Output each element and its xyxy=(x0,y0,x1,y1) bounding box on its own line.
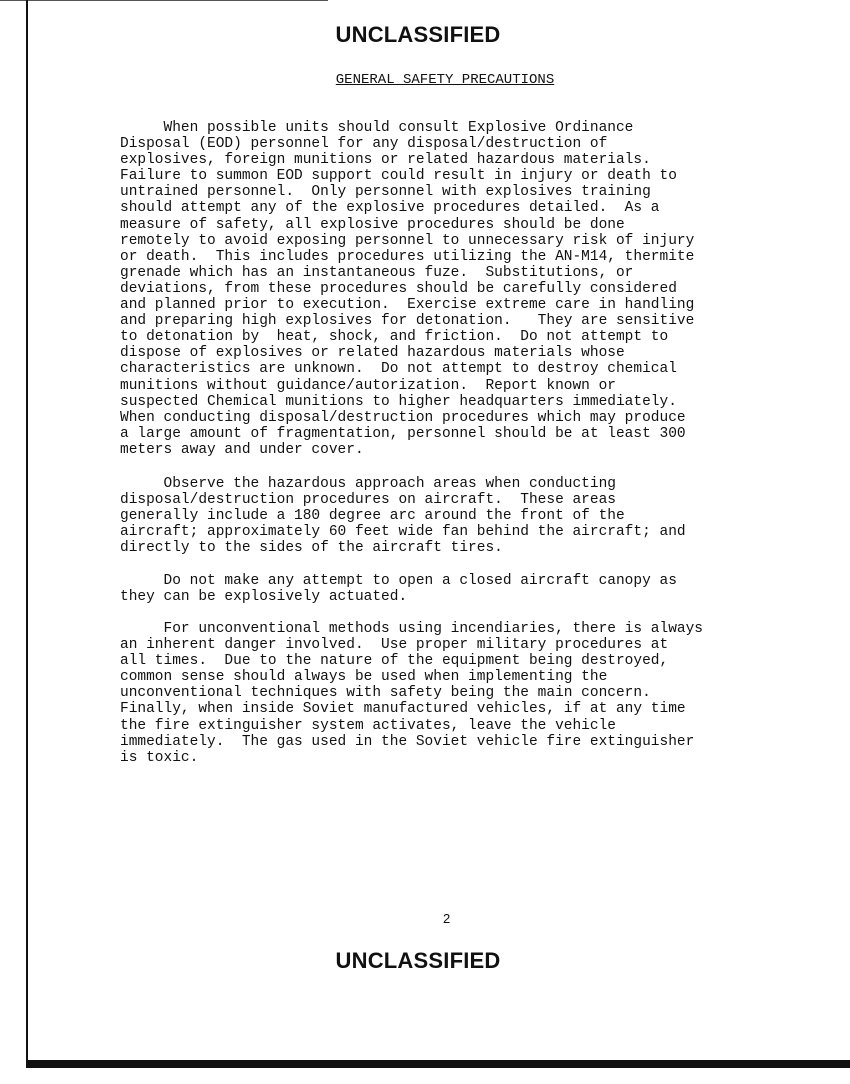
section-heading: GENERAL SAFETY PRECAUTIONS xyxy=(335,72,555,88)
page-left-edge xyxy=(26,0,28,1066)
paragraph-eod-safety: When possible units should consult Explosive Ordinance Disposal (EOD) personnel for any disposal/destruction of explosives, foreign munitions or related hazardous materials. Failure to summon EOD support could result in injury or death to untrained personnel. Only personnel with explosives training should attempt any of the explosive procedures detailed. As a measure of safety, all explosive procedures should be done remotely to avoid exposing personnel to unnecessary risk of injury or death. This includes procedures utilizing the AN-M14, thermite grenade which has an instantaneous fuze. Substitutions, or deviations, from these procedures should be carefully considered and planned prior to execution. Exercise extreme care in handling and preparing high explosives for detonation. They are sensitive to detonation by heat, shock, and friction. Do not attempt to dispose of explosives or related hazardous materials whose characteristics are unknown. Do not attempt to destroy chemical munitions without guidance/autorization. Report known or suspected Chemical munitions to higher headquarters immediately. When conducting disposal/destruction procedures which may produce a large amount of fragmentation, personnel should be at least 300 meters away and under cover. xyxy=(120,120,695,458)
paragraph-aircraft-approach: Observe the hazardous approach areas when conducting disposal/destruction procedures on aircraft. These areas generally include a 180 degree arc around the front of the aircraft; approximately 60 feet wide fan behind the aircraft; and directly to the sides of the aircraft tires. xyxy=(120,476,686,557)
page-bottom-edge xyxy=(26,1060,850,1068)
classification-banner-bottom: UNCLASSIFIED xyxy=(335,948,501,973)
paragraph-canopy-warning: Do not make any attempt to open a closed aircraft canopy as they can be explosively actuated. xyxy=(120,573,677,606)
classification-banner-top: UNCLASSIFIED xyxy=(335,22,501,47)
top-rule xyxy=(0,0,328,1)
paragraph-incendiaries: For unconventional methods using incendiaries, there is always an inherent danger involved. Use proper military procedures at all times. Due to the nature of the equipment being destroyed, common sense should always be used when implementing the unconventional techniques with safety being the main concern. Finally, when inside Soviet manufactured vehicles, if at any time the fire extinguisher system activates, leave the vehicle immediately. The gas used in the Soviet vehicle fire extinguisher is toxic. xyxy=(120,621,703,766)
page-number: 2 xyxy=(443,911,451,926)
